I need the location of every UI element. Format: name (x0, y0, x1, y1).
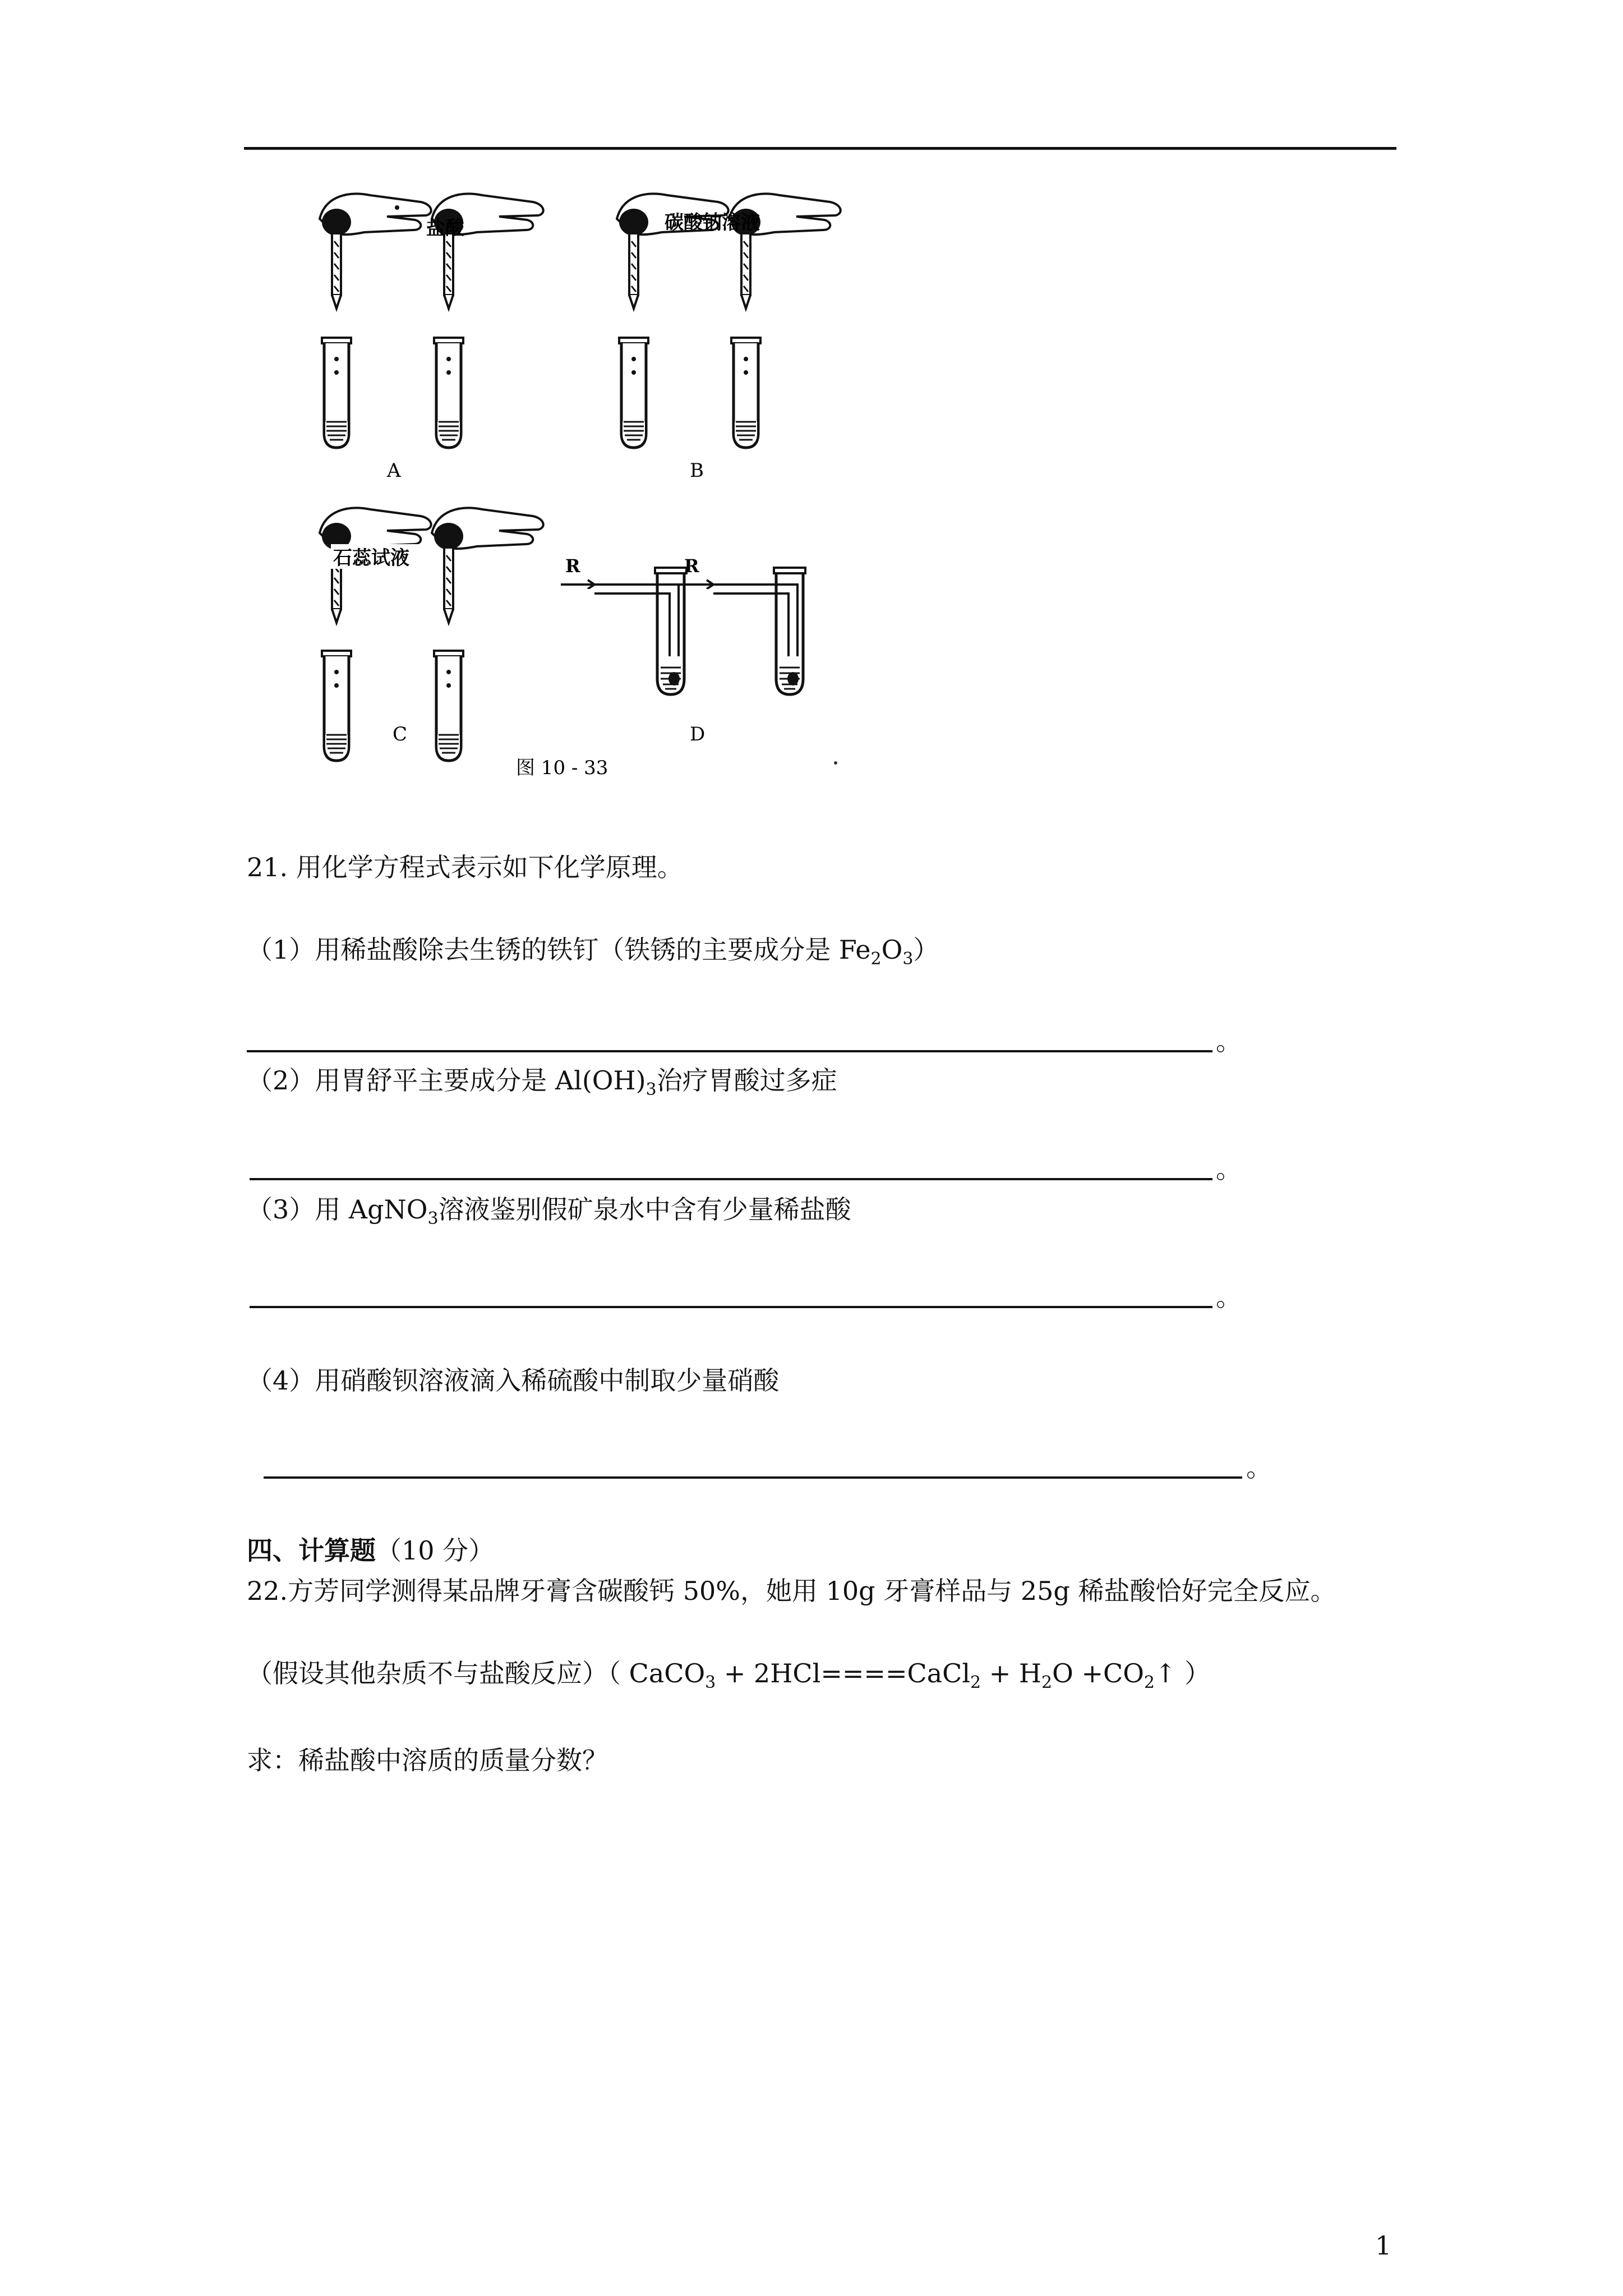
label-gas-r-1: R (565, 555, 580, 577)
answer-line-3[interactable] (250, 1306, 1212, 1308)
answer-line-2[interactable] (250, 1178, 1212, 1180)
answer-end-1: 。 (1216, 1026, 1242, 1056)
panel-label-b: B (690, 459, 704, 482)
label-gas-r-2: R (684, 555, 699, 577)
answer-end-3: 。 (1216, 1282, 1242, 1312)
answer-line-1[interactable] (247, 1050, 1212, 1052)
figure-caption: 图 10 - 33 (516, 757, 608, 779)
label-hydrochloric-acid: 盐酸 (426, 217, 464, 240)
q22-equation: （假设其他杂质不与盐酸反应）（ CaCO$_3$ + 2HCl====CaCl$_2$ + $H_2O$ $+CO_2↑$ ） (247, 1658, 1211, 1692)
answer-end-2: 。 (1216, 1154, 1242, 1184)
q21-item-1: （1）用稀盐酸除去生锈的铁钉（铁锈的主要成分是 $Fe_2O_3$） (247, 935, 939, 969)
page-number: 1 (1375, 2230, 1392, 2261)
panel-label-c: C (393, 723, 408, 746)
q22-question: 求：稀盐酸中溶质的质量分数？ (247, 1745, 608, 1775)
q21-title: 21. 用化学方程式表示如下化学原理。 (247, 852, 683, 882)
panel-label-a: A (387, 459, 401, 482)
label-litmus: 石蕊试液 (333, 547, 409, 569)
answer-end-4: 。 (1246, 1452, 1272, 1483)
answer-line-4[interactable] (264, 1476, 1242, 1479)
q21-item-2: （2）用胃舒平主要成分是 $Al(OH)_3$治疗胃酸过多症 (247, 1065, 837, 1099)
header-rule (244, 147, 1396, 150)
label-sodium-carbonate: 碳酸钠溶液 (665, 211, 760, 234)
q21-item-4: （4）用硝酸钡溶液滴入稀硫酸中制取少量硝酸 (247, 1365, 780, 1396)
q21-item-3: （3）用 AgNO$_3$溶液鉴别假矿泉水中含有少量稀盐酸 (247, 1194, 851, 1228)
section-4-heading: 四、计算题（10 分） (247, 1535, 495, 1566)
q22-statement: 22.方芳同学测得某品牌牙膏含碳酸钙 50%，她用 10g 牙膏样品与 25g 稀盐酸恰好完全反应。 (247, 1576, 1336, 1606)
panel-label-d: D (690, 723, 706, 746)
experiment-figure (303, 185, 880, 791)
